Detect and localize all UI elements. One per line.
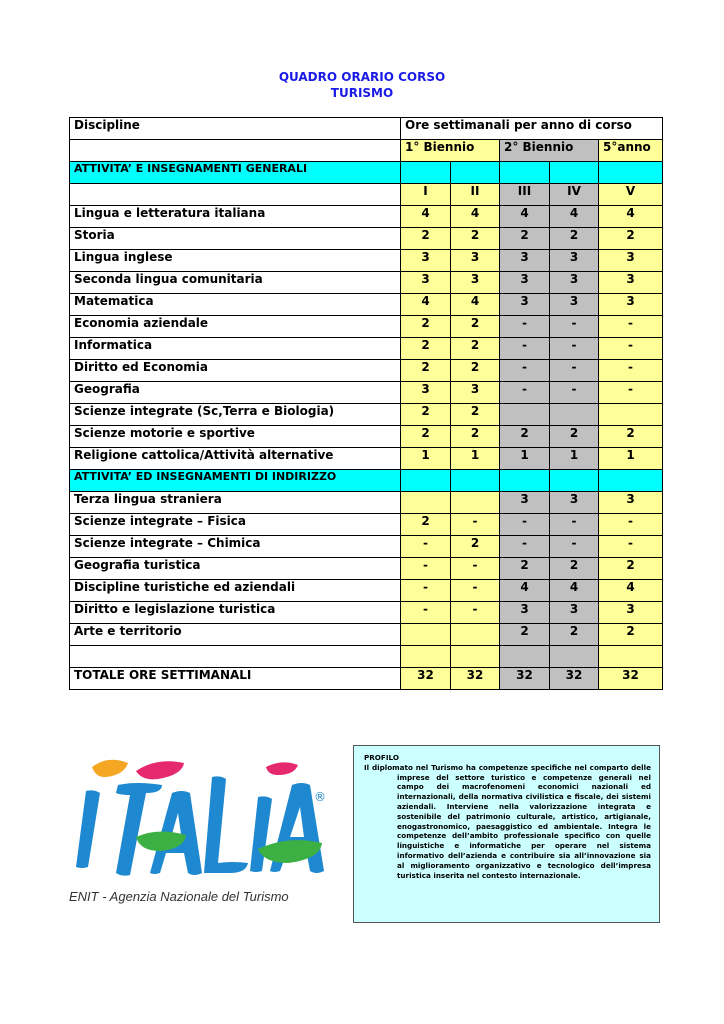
discipline-name: Discipline turistiche ed aziendali <box>70 580 401 602</box>
hours-cell: 3 <box>550 492 599 514</box>
table-row <box>70 250 663 272</box>
discipline-name: Lingua inglese <box>70 250 401 272</box>
section-general-cell <box>401 162 451 184</box>
discipline-name: Arte e territorio <box>70 624 401 646</box>
hours-cell: - <box>401 602 451 624</box>
hours-cell: 2 <box>599 426 663 448</box>
section-general-cell <box>599 162 663 184</box>
hours-cell: - <box>500 338 550 360</box>
hours-cell: 2 <box>401 426 451 448</box>
section-indirizzo-cell <box>550 470 599 492</box>
hours-cell: 4 <box>401 294 451 316</box>
hours-cell: 2 <box>451 404 500 426</box>
hours-cell: 3 <box>401 250 451 272</box>
hours-cell: 3 <box>451 250 500 272</box>
section-indirizzo-label: ATTIVITA’ ED INSEGNAMENTI DI INDIRIZZO <box>70 470 401 492</box>
section-general <box>70 162 663 184</box>
table-row <box>70 624 663 646</box>
hours-cell: - <box>599 536 663 558</box>
hours-cell: - <box>599 316 663 338</box>
discipline-name: Religione cattolica/Attività alternative <box>70 448 401 470</box>
hours-cell: 3 <box>550 602 599 624</box>
timetable <box>69 117 663 690</box>
profilo-box <box>353 745 660 923</box>
hours-cell <box>500 404 550 426</box>
table-row <box>70 294 663 316</box>
hours-cell: - <box>599 360 663 382</box>
hours-cell: - <box>401 580 451 602</box>
hours-cell: 2 <box>401 514 451 536</box>
hours-cell: 1 <box>500 448 550 470</box>
hours-cell: 2 <box>599 624 663 646</box>
table-row <box>70 206 663 228</box>
discipline-header: Discipline <box>70 118 401 140</box>
hours-cell: 4 <box>401 206 451 228</box>
biennio-row <box>70 140 663 162</box>
hours-cell: - <box>500 316 550 338</box>
hours-cell: - <box>451 602 500 624</box>
hours-cell: 4 <box>451 206 500 228</box>
hours-cell: 2 <box>401 404 451 426</box>
hours-cell: - <box>401 558 451 580</box>
year-label: I <box>401 184 451 206</box>
hours-cell <box>451 624 500 646</box>
hours-cell: - <box>500 514 550 536</box>
hours-cell: 3 <box>500 602 550 624</box>
hours-cell: 2 <box>451 316 500 338</box>
biennio1-header: 1° Biennio <box>401 140 500 162</box>
page-title-line2: TURISMO <box>330 86 394 100</box>
hours-cell: - <box>550 338 599 360</box>
logo-caption: ENIT - Agenzia Nazionale del Turismo <box>69 889 289 904</box>
hours-cell: - <box>451 514 500 536</box>
hours-cell: 3 <box>401 272 451 294</box>
discipline-name: Scienze integrate (Sc,Terra e Biologia) <box>70 404 401 426</box>
discipline-name: Scienze motorie e sportive <box>70 426 401 448</box>
hours-cell: 3 <box>599 294 663 316</box>
hours-cell <box>451 492 500 514</box>
table-row <box>70 404 663 426</box>
hours-cell <box>401 646 451 668</box>
table-row <box>70 558 663 580</box>
logo-pink-stroke-2 <box>266 762 298 775</box>
table-row <box>70 316 663 338</box>
hours-cell: 3 <box>401 382 451 404</box>
hours-cell: 3 <box>500 250 550 272</box>
hours-cell <box>401 492 451 514</box>
hours-cell: 32 <box>401 668 451 690</box>
hours-cell: - <box>500 360 550 382</box>
hours-cell: - <box>401 536 451 558</box>
profilo-heading: PROFILO <box>364 753 399 762</box>
logo-letter-i2 <box>250 796 272 872</box>
hours-cell: 4 <box>550 580 599 602</box>
hours-cell: 2 <box>500 558 550 580</box>
year-label: III <box>500 184 550 206</box>
registered-mark: ® <box>314 790 326 804</box>
discipline-name: Informatica <box>70 338 401 360</box>
hours-cell: 3 <box>599 272 663 294</box>
table-row <box>70 228 663 250</box>
blank-cell <box>70 184 401 206</box>
table-row <box>70 426 663 448</box>
section-general-cell <box>500 162 550 184</box>
ore-header: Ore settimanali per anno di corso <box>401 118 663 140</box>
hours-cell: 2 <box>550 558 599 580</box>
hours-cell: 2 <box>401 338 451 360</box>
hours-cell: 1 <box>451 448 500 470</box>
blank-cell <box>70 646 401 668</box>
hours-cell: 2 <box>451 338 500 360</box>
hours-cell: 2 <box>599 558 663 580</box>
table-row <box>70 338 663 360</box>
hours-cell: 2 <box>550 426 599 448</box>
hours-cell: 3 <box>599 492 663 514</box>
hours-cell <box>401 624 451 646</box>
hours-cell: 3 <box>500 492 550 514</box>
section-indirizzo-cell <box>451 470 500 492</box>
hours-cell: 3 <box>500 272 550 294</box>
hours-cell: 3 <box>599 602 663 624</box>
empty-row <box>70 646 663 668</box>
years-row <box>70 184 663 206</box>
hours-cell: 4 <box>500 206 550 228</box>
hours-cell: 32 <box>500 668 550 690</box>
hours-cell: 2 <box>401 316 451 338</box>
hours-cell: 3 <box>550 294 599 316</box>
table-row <box>70 602 663 624</box>
discipline-name: Scienze integrate – Fisica <box>70 514 401 536</box>
table-row <box>70 536 663 558</box>
hours-cell: 2 <box>451 360 500 382</box>
logo-orange-stroke <box>92 760 128 777</box>
hours-cell: 2 <box>401 360 451 382</box>
section-indirizzo-cell <box>401 470 451 492</box>
discipline-name: Geografia turistica <box>70 558 401 580</box>
section-general-label: ATTIVITA’ E INSEGNAMENTI GENERALI <box>70 162 401 184</box>
discipline-name: Diritto ed Economia <box>70 360 401 382</box>
hours-cell: 4 <box>550 206 599 228</box>
hours-cell: - <box>550 316 599 338</box>
hours-cell: - <box>550 382 599 404</box>
table-row <box>70 382 663 404</box>
hours-cell: - <box>550 514 599 536</box>
table-row <box>70 448 663 470</box>
hours-cell <box>599 646 663 668</box>
discipline-name: Terza lingua straniera <box>70 492 401 514</box>
hours-cell: 2 <box>451 536 500 558</box>
year-label: IV <box>550 184 599 206</box>
hours-cell: 3 <box>451 382 500 404</box>
hours-cell: 3 <box>599 250 663 272</box>
hours-cell: 4 <box>599 206 663 228</box>
discipline-name: TOTALE ORE SETTIMANALI <box>70 668 401 690</box>
profilo-text: Il diplomato nel Turismo ha competenze specifiche nel comparto delle imprese del settore turistico e competenze generali nel campo dei macrofenomeni economici nazionali ed internazionali, della normativa civilistica e fiscale, dei sistemi aziendali. Interviene nella valorizzazione integrata e sostenibile del patrimonio culturale, artistico, artigianale, enogastronomico, paesaggistico ed ambientale. Integra le competenze dell’ambito professionale specifico con quelle linguistiche e informatiche per operare nel sistema informativo dell’azienda e contribuire sia all’innovazione sia al miglioramento organizzativo e tecnologico dell’impresa turistica inserita nel contesto internazionale. <box>364 762 651 880</box>
hours-cell: 2 <box>500 228 550 250</box>
hours-cell: - <box>451 580 500 602</box>
hours-cell: 3 <box>550 272 599 294</box>
hours-cell <box>550 404 599 426</box>
hours-cell: 3 <box>550 250 599 272</box>
hours-cell <box>599 404 663 426</box>
discipline-name: Scienze integrate – Chimica <box>70 536 401 558</box>
section-general-cell <box>550 162 599 184</box>
hours-cell: - <box>451 558 500 580</box>
hours-cell: 2 <box>500 426 550 448</box>
table-row <box>70 580 663 602</box>
hours-cell: - <box>599 338 663 360</box>
hours-cell: 2 <box>401 228 451 250</box>
hours-cell: 2 <box>550 228 599 250</box>
hours-cell: 4 <box>500 580 550 602</box>
table-row <box>70 360 663 382</box>
biennio2-header: 2° Biennio <box>500 140 599 162</box>
discipline-name: Storia <box>70 228 401 250</box>
logo-letter-l <box>204 776 248 873</box>
hours-cell: 2 <box>550 624 599 646</box>
quinto-header: 5°anno <box>599 140 663 162</box>
blank-cell <box>70 140 401 162</box>
hours-cell: - <box>550 536 599 558</box>
hours-cell: 2 <box>500 624 550 646</box>
logo-letter-i1 <box>76 790 100 868</box>
hours-cell: 2 <box>451 426 500 448</box>
hours-cell: - <box>599 514 663 536</box>
hours-cell <box>451 646 500 668</box>
hours-cell: 4 <box>599 580 663 602</box>
hours-cell: 3 <box>451 272 500 294</box>
page-title-line1: QUADRO ORARIO CORSO <box>278 70 446 84</box>
hours-cell: 4 <box>451 294 500 316</box>
hours-cell: 1 <box>550 448 599 470</box>
table-row <box>70 514 663 536</box>
discipline-name: Lingua e letteratura italiana <box>70 206 401 228</box>
hours-cell: 32 <box>451 668 500 690</box>
hours-cell: 1 <box>599 448 663 470</box>
table-row <box>70 272 663 294</box>
discipline-name: Matematica <box>70 294 401 316</box>
hours-cell: - <box>550 360 599 382</box>
section-indirizzo <box>70 470 663 492</box>
discipline-name: Diritto e legislazione turistica <box>70 602 401 624</box>
section-general-cell <box>451 162 500 184</box>
hours-cell <box>550 646 599 668</box>
hours-cell: 1 <box>401 448 451 470</box>
total-row <box>70 668 663 690</box>
table-row <box>70 492 663 514</box>
hours-cell <box>500 646 550 668</box>
hours-cell: 2 <box>451 228 500 250</box>
hours-cell: - <box>500 382 550 404</box>
discipline-name: Economia aziendale <box>70 316 401 338</box>
hours-cell: 2 <box>599 228 663 250</box>
hours-cell: - <box>500 536 550 558</box>
section-indirizzo-cell <box>500 470 550 492</box>
hours-cell: 3 <box>500 294 550 316</box>
year-label: II <box>451 184 500 206</box>
hours-cell: - <box>599 382 663 404</box>
discipline-name: Seconda lingua comunitaria <box>70 272 401 294</box>
hours-cell: 32 <box>599 668 663 690</box>
section-indirizzo-cell <box>599 470 663 492</box>
year-label: V <box>599 184 663 206</box>
header-row <box>70 118 663 140</box>
discipline-name: Geografia <box>70 382 401 404</box>
logo-pink-stroke <box>136 761 184 779</box>
hours-cell: 32 <box>550 668 599 690</box>
